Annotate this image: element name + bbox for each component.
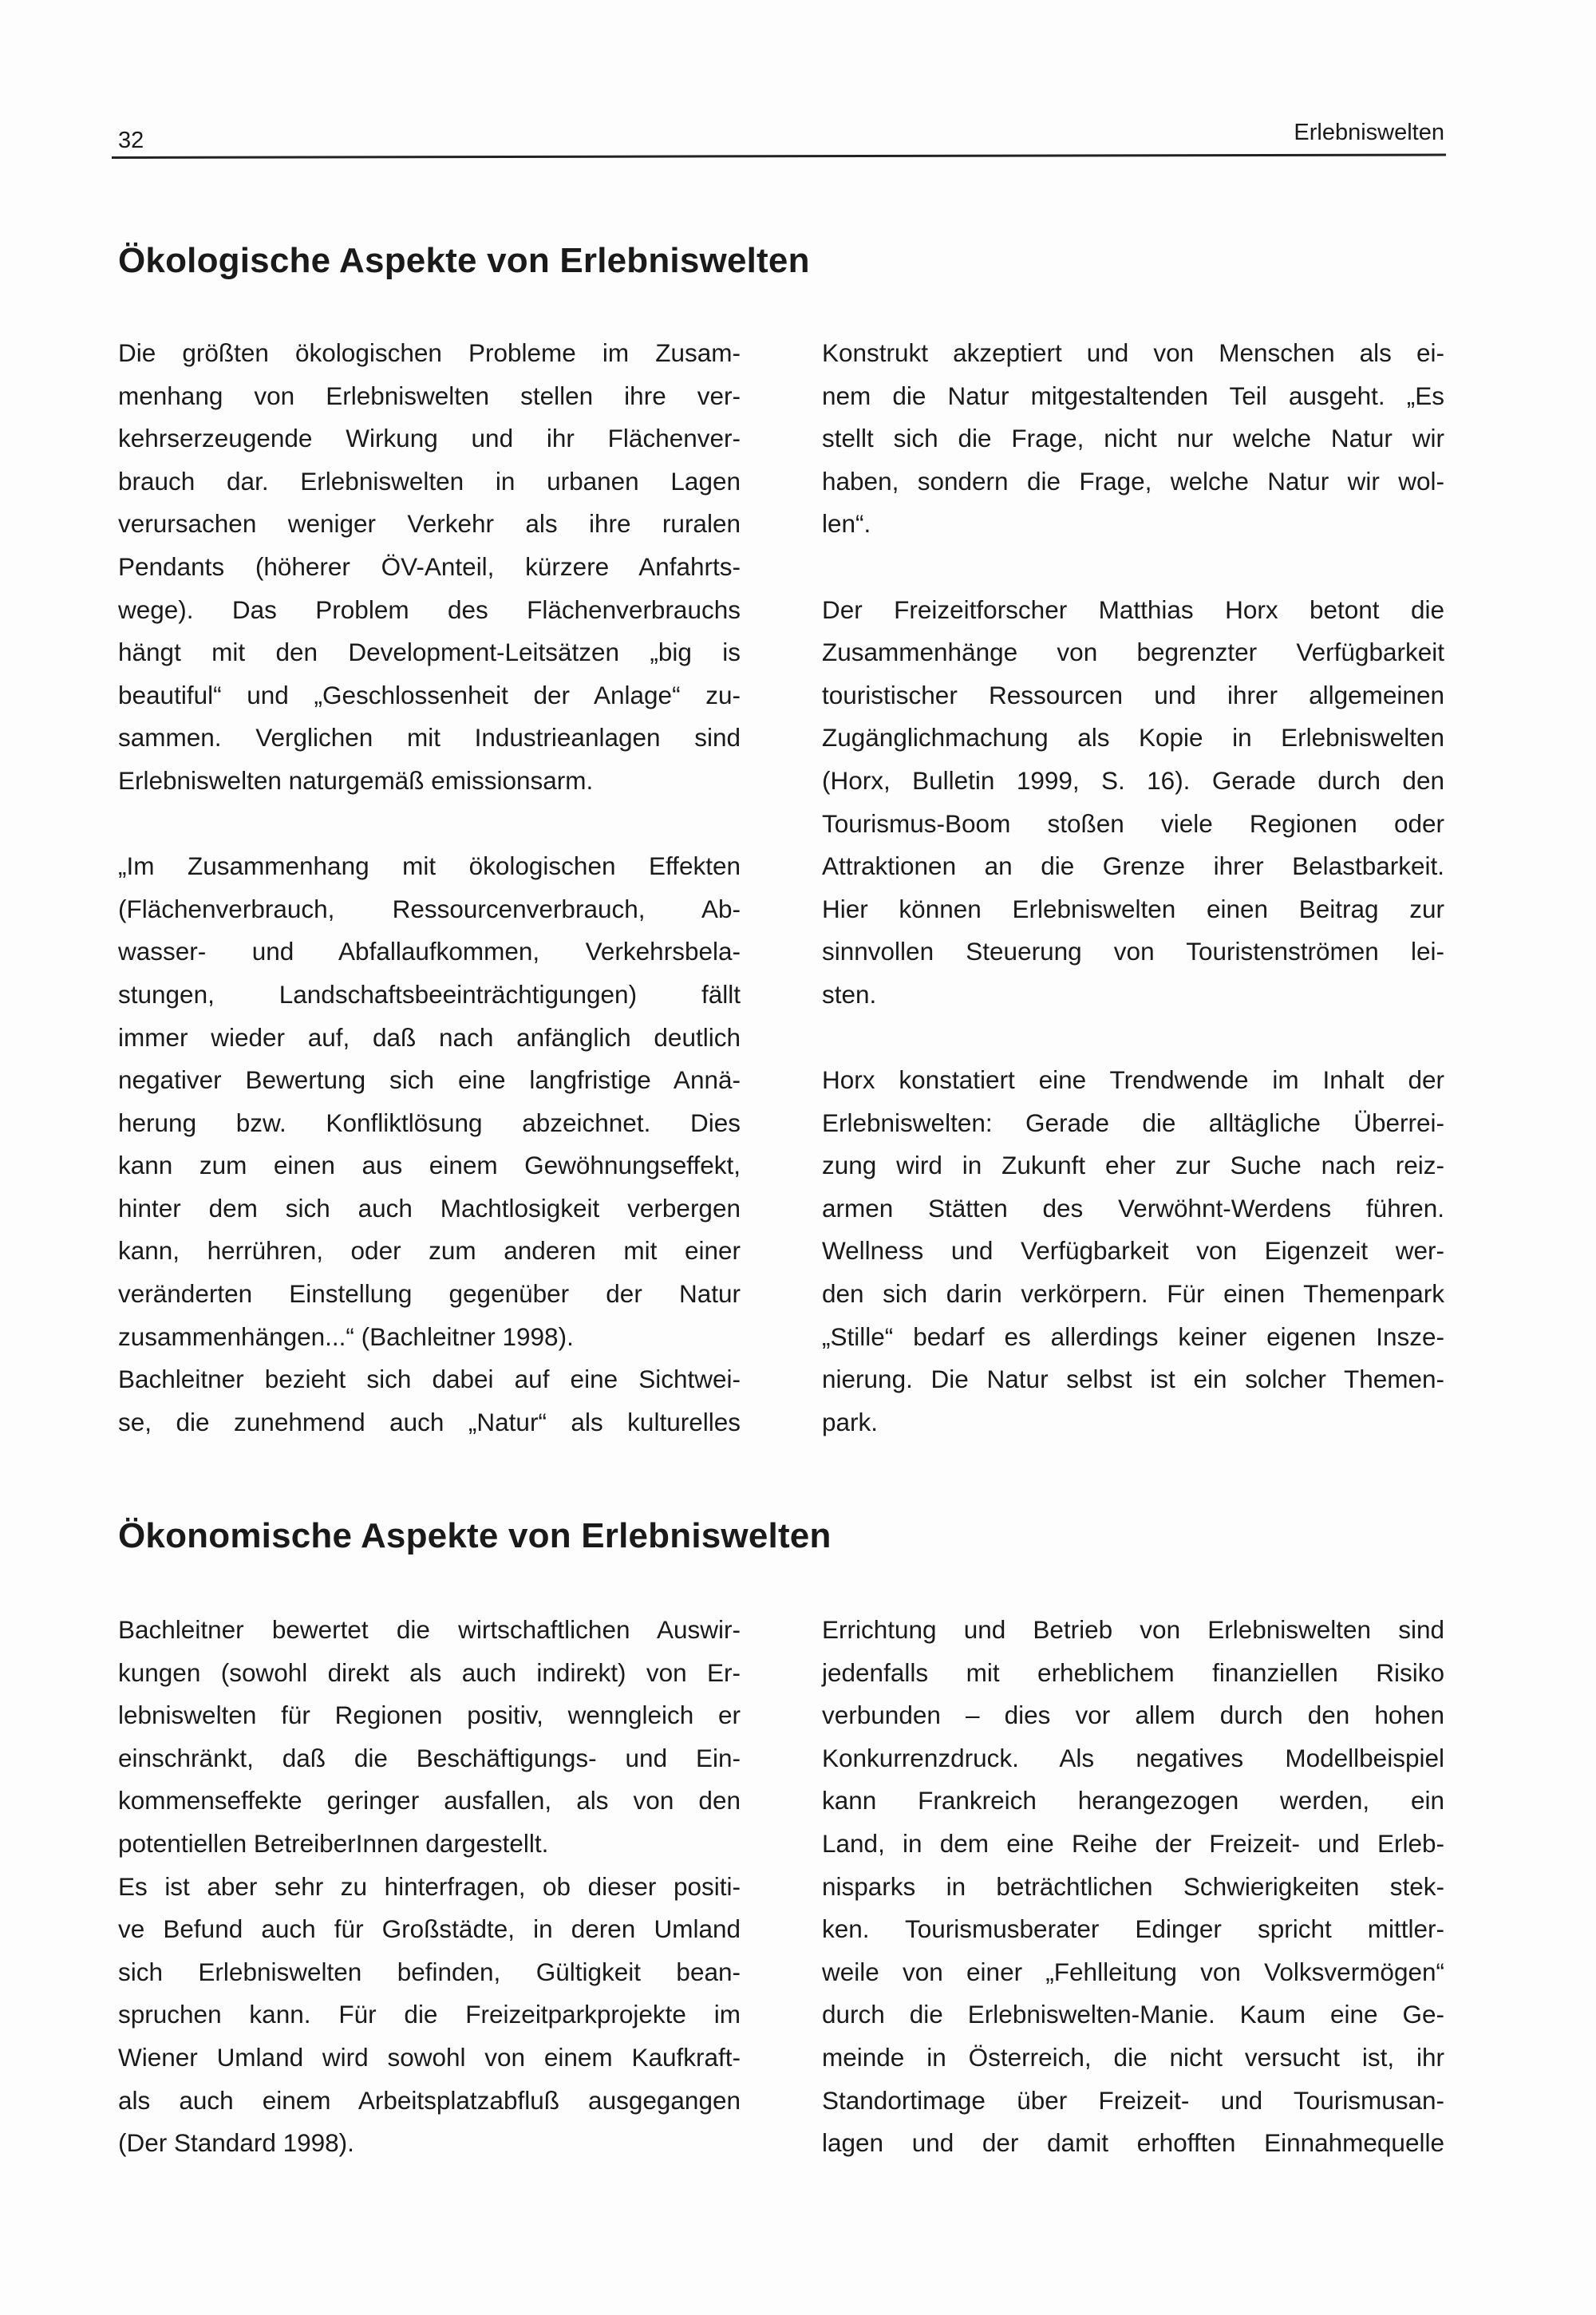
text-line: Attraktionen an die Grenze ihrer Belastbarkeit.	[822, 851, 1444, 881]
text-line: Bachleitner bewertet die wirtschaftlichen Auswir-	[118, 1615, 741, 1644]
section-economic-left-column	[118, 1609, 741, 2165]
paragraph	[118, 845, 741, 1358]
text-line: Zugänglichmachung als Kopie in Erlebniswelten	[822, 723, 1444, 753]
text-line: verursachen weniger Verkehr als ihre ruralen	[118, 509, 741, 539]
text-line: veränderten Einstellung gegenüber der Natur	[118, 1279, 741, 1309]
text-line: Wiener Umland wird sowohl von einem Kaufkraft-	[118, 2042, 741, 2072]
text-line: Land, in dem eine Reihe der Freizeit- und Erleb-	[822, 1828, 1444, 1858]
text-line: kehrserzeugende Wirkung und ihr Flächenver-	[118, 424, 741, 453]
text-line: einschränkt, daß die Beschäftigungs- und Ein-	[118, 1743, 741, 1772]
text-line: Errichtung und Betrieb von Erlebniswelten sind	[822, 1615, 1444, 1644]
text-line: Bachleitner bezieht sich dabei auf eine Sichtwei-	[118, 1365, 741, 1394]
text-line: (Der Standard 1998).	[118, 2128, 354, 2158]
text-line: Horx konstatiert eine Trendwende im Inhalt der	[822, 1065, 1444, 1095]
paragraph	[822, 589, 1444, 1017]
text-line: armen Stätten des Verwöhnt-Werdens führen.	[822, 1193, 1444, 1223]
text-line: nisparks in beträchtlichen Schwierigkeiten stek-	[822, 1871, 1444, 1901]
text-line: nierung. Die Natur selbst ist ein solcher Themen-	[822, 1365, 1444, 1394]
text-line: sich Erlebniswelten befinden, Gültigkeit bean-	[118, 1957, 741, 1986]
text-line: Es ist aber sehr zu hinterfragen, ob dieser positi-	[118, 1871, 741, 1901]
text-line: Pendants (höherer ÖV-Anteil, kürzere Anfahrts-	[118, 551, 741, 581]
text-line: kommenseffekte geringer ausfallen, als von den	[118, 1786, 741, 1815]
text-line: negativer Bewertung sich eine langfristige Annä-	[118, 1065, 741, 1095]
text-line: „Stille“ bedarf es allerdings keiner eigenen Insze-	[822, 1321, 1444, 1351]
text-line: sinnvollen Steuerung von Touristenströmen lei-	[822, 937, 1444, 966]
page-number: 32	[118, 128, 144, 153]
text-line: kann, herrühren, oder zum anderen mit einer	[118, 1236, 741, 1266]
text-line: „Im Zusammenhang mit ökologischen Effekten	[118, 851, 741, 881]
text-line: kungen (sowohl direkt als auch indirekt) von Er-	[118, 1657, 741, 1687]
text-line: Konstrukt akzeptiert und von Menschen als ei-	[822, 338, 1444, 367]
section-heading-economic: Ökonomische Aspekte von Erlebniswelten	[118, 1516, 832, 1555]
text-line: immer wieder auf, daß nach anfänglich deutlich	[118, 1022, 741, 1052]
text-line: sten.	[822, 979, 877, 1009]
section-economic-right-column	[822, 1609, 1444, 2165]
text-line: lagen und der damit erhofften Einnahmequelle	[822, 2128, 1444, 2158]
paragraph	[822, 332, 1444, 546]
text-line: (Horx, Bulletin 1999, S. 16). Gerade durch den	[822, 765, 1444, 795]
text-line: ken. Tourismusberater Edinger spricht mittler-	[822, 1914, 1444, 1944]
text-line: haben, sondern die Frage, welche Natur wir wol-	[822, 466, 1444, 496]
text-line: herung bzw. Konfliktlösung abzeichnet. Dies	[118, 1108, 741, 1137]
text-line: den sich darin verkörpern. Für einen Themenpark	[822, 1279, 1444, 1309]
text-line: wasser- und Abfallaufkommen, Verkehrsbela-	[118, 937, 741, 966]
text-line: Erlebniswelten naturgemäß emissionsarm.	[118, 765, 594, 795]
text-line: (Flächenverbrauch, Ressourcenverbrauch, Ab-	[118, 894, 741, 923]
text-line: ve Befund auch für Großstädte, in deren Umland	[118, 1914, 741, 1944]
text-line: se, die zunehmend auch „Natur“ als kulturelles	[118, 1407, 741, 1436]
text-line: stellt sich die Frage, nicht nur welche Natur wir	[822, 424, 1444, 453]
text-line: sammen. Verglichen mit Industrieanlagen sind	[118, 723, 741, 753]
text-line: zusammenhängen...“ (Bachleitner 1998).	[118, 1321, 574, 1351]
text-line: nem die Natur mitgestaltenden Teil ausgeht. „Es	[822, 381, 1444, 410]
text-line: weile von einer „Fehlleitung von Volksvermögen“	[822, 1957, 1444, 1986]
text-line: potentiellen BetreiberInnen dargestellt.	[118, 1828, 549, 1858]
text-line: zung wird in Zukunft eher zur Suche nach reiz-	[822, 1151, 1444, 1180]
text-line: Standortimage über Freizeit- und Tourismusan-	[822, 2085, 1444, 2115]
text-line: hinter dem sich auch Machtlosigkeit verbergen	[118, 1193, 741, 1223]
text-line: kann zum einen aus einem Gewöhnungseffekt,	[118, 1151, 741, 1180]
text-line: wege). Das Problem des Flächenverbrauchs	[118, 595, 741, 624]
text-line: jedenfalls mit erheblichem finanziellen Risiko	[822, 1657, 1444, 1687]
paragraph	[822, 1609, 1444, 2165]
text-line: stungen, Landschaftsbeeinträchtigungen) fällt	[118, 979, 741, 1009]
text-line: Die größten ökologischen Probleme im Zusam-	[118, 338, 741, 367]
text-line: Tourismus-Boom stoßen viele Regionen oder	[822, 808, 1444, 838]
text-line: Der Freizeitforscher Matthias Horx betont die	[822, 595, 1444, 624]
paragraph	[118, 332, 741, 803]
paragraph	[118, 1609, 741, 1866]
text-line: Wellness und Verfügbarkeit von Eigenzeit wer-	[822, 1236, 1444, 1266]
text-line: Erlebniswelten: Gerade die alltägliche Überrei-	[822, 1108, 1444, 1137]
text-line: len“.	[822, 509, 871, 539]
text-line: durch die Erlebniswelten-Manie. Kaum eine Ge-	[822, 2000, 1444, 2029]
text-line: Zusammenhänge von begrenzter Verfügbarkeit	[822, 638, 1444, 667]
text-line: Hier können Erlebniswelten einen Beitrag zur	[822, 894, 1444, 923]
text-line: als auch einem Arbeitsplatzabfluß ausgegangen	[118, 2085, 741, 2115]
section-ecological-left-column	[118, 332, 741, 1444]
paragraph	[118, 1358, 741, 1444]
text-line: spruchen kann. Für die Freizeitparkprojekte im	[118, 2000, 741, 2029]
text-line: park.	[822, 1407, 879, 1436]
paragraph	[822, 1059, 1444, 1444]
text-line: brauch dar. Erlebniswelten in urbanen Lagen	[118, 466, 741, 496]
section-heading-ecological: Ökologische Aspekte von Erlebniswelten	[118, 241, 810, 280]
text-line: verbunden – dies vor allem durch den hohen	[822, 1701, 1444, 1730]
text-line: Konkurrenzdruck. Als negatives Modellbeispiel	[822, 1743, 1444, 1772]
section-ecological-right-column	[822, 332, 1444, 1444]
paragraph	[118, 1866, 741, 2165]
text-line: lebniswelten für Regionen positiv, wenngleich er	[118, 1701, 741, 1730]
text-line: beautiful“ und „Geschlossenheit der Anlage“ zu-	[118, 680, 741, 709]
text-line: menhang von Erlebniswelten stellen ihre ver-	[118, 381, 741, 410]
text-line: hängt mit den Development-Leitsätzen „big is	[118, 638, 741, 667]
text-line: touristischer Ressourcen und ihrer allgemeinen	[822, 680, 1444, 709]
running-title: Erlebniswelten	[1294, 120, 1444, 145]
text-line: meinde in Österreich, die nicht versucht ist, ihr	[822, 2042, 1444, 2072]
text-line: kann Frankreich herangezogen werden, ein	[822, 1786, 1444, 1815]
